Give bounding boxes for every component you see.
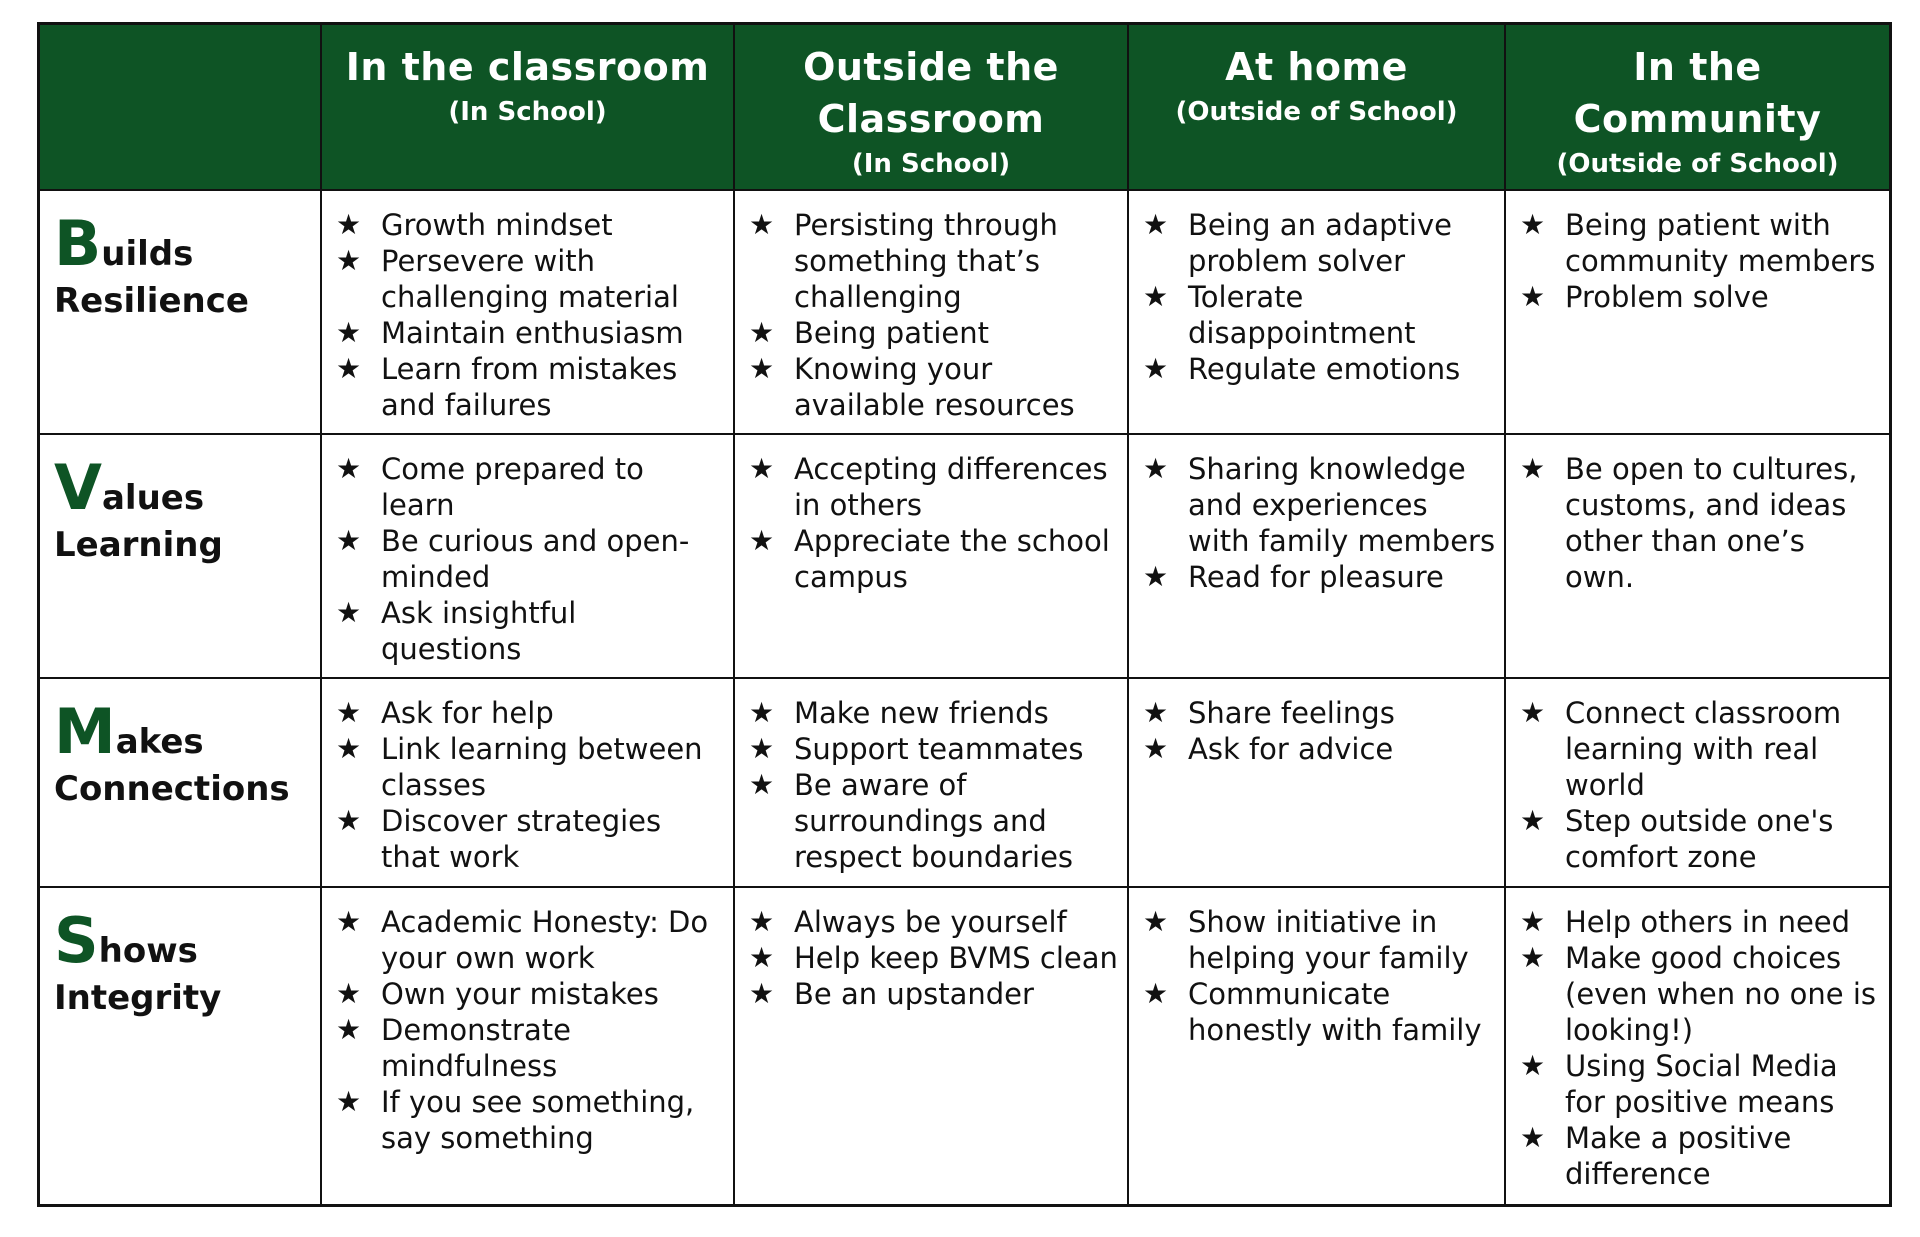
cell-shows-integrity-community [1506, 888, 1889, 1204]
list-item [336, 1012, 725, 1084]
list-item-text: Sharing knowledge and experiences with family members [1188, 452, 1496, 558]
list-item-text: Learn from mistakes and failures [381, 352, 678, 422]
list-item-text: Accepting differences in others [794, 452, 1108, 522]
star-icon: ★ [1143, 696, 1169, 729]
list-item [749, 351, 1119, 423]
list-item [749, 315, 1119, 351]
list-item [1520, 803, 1881, 875]
list-item [1143, 731, 1496, 767]
cell-builds-resilience-community [1506, 191, 1889, 435]
column-title: At home [1225, 45, 1408, 89]
star-icon: ★ [336, 905, 362, 938]
row-header-rest: uilds [101, 234, 194, 274]
star-icon: ★ [1520, 280, 1546, 313]
row-header-values-learning [40, 435, 322, 679]
list-item-text: Problem solve [1565, 280, 1769, 314]
star-icon: ★ [749, 941, 775, 974]
list-item [336, 976, 725, 1012]
list-item-text: Make a positive difference [1565, 1121, 1792, 1191]
row-header-rest: akes [115, 722, 204, 762]
star-icon: ★ [336, 452, 362, 485]
list-item-text: Appreciate the school campus [794, 524, 1110, 594]
column-header-at-home [1129, 25, 1506, 191]
list-item [1520, 695, 1881, 803]
row-header-line1 [54, 207, 320, 280]
star-icon: ★ [1143, 905, 1169, 938]
star-icon: ★ [336, 596, 362, 629]
column-title: Outside the Classroom [803, 45, 1059, 141]
cell-makes-connections-outside-classroom [735, 679, 1129, 888]
list-item-text: Be aware of surroundings and respect boundaries [794, 768, 1074, 874]
list-item [1520, 1120, 1881, 1192]
column-title: In the Community [1573, 45, 1822, 141]
list-item [336, 731, 725, 803]
row-header-line1 [54, 904, 320, 977]
cell-makes-connections-classroom [322, 679, 735, 888]
list-item-text: Show initiative in helping your family [1188, 905, 1469, 975]
list-item [749, 976, 1119, 1012]
list-item-text: Support teammates [794, 732, 1084, 766]
star-icon: ★ [1520, 1049, 1546, 1082]
list-item-text: Ask for help [381, 696, 554, 730]
list-item-text: Maintain enthusiasm [381, 316, 684, 350]
list-item-text: Being patient [794, 316, 989, 350]
row-header-rest: alues [101, 478, 205, 518]
cell-builds-resilience-outside-classroom [735, 191, 1129, 435]
row-header-initial: M [54, 695, 116, 768]
list-item [336, 904, 725, 976]
star-icon: ★ [1520, 452, 1546, 485]
list-item [749, 451, 1119, 523]
column-subtitle: (In School) [851, 149, 1011, 179]
corner-cell [40, 25, 322, 191]
list-item [1520, 1048, 1881, 1120]
list-item [1143, 904, 1496, 976]
list-item [1520, 279, 1881, 315]
star-icon: ★ [1143, 208, 1169, 241]
star-icon: ★ [1143, 560, 1169, 593]
cell-makes-connections-at-home [1129, 679, 1506, 888]
column-subtitle: (Outside of School) [1175, 97, 1458, 127]
star-icon: ★ [1143, 452, 1169, 485]
list-item-text: Discover strategies that work [381, 804, 662, 874]
row-header-second-line: Connections [54, 769, 290, 809]
list-item-text: Tolerate disappointment [1188, 280, 1416, 350]
row-header-rest: hows [98, 931, 198, 971]
list-item [1143, 695, 1496, 731]
star-icon: ★ [749, 977, 775, 1010]
row-header-second-line: Integrity [54, 978, 222, 1018]
list-item [749, 731, 1119, 767]
cell-shows-integrity-outside-classroom [735, 888, 1129, 1204]
list-item-text: Growth mindset [381, 208, 613, 242]
list-item-text: Share feelings [1188, 696, 1395, 730]
star-icon: ★ [749, 352, 775, 385]
star-icon: ★ [749, 696, 775, 729]
cell-makes-connections-community [1506, 679, 1889, 888]
list-item [749, 207, 1119, 315]
matrix-grid [40, 25, 1889, 1204]
row-header-line1 [54, 695, 320, 768]
row-header-second-line: Resilience [54, 281, 249, 321]
cell-builds-resilience-at-home [1129, 191, 1506, 435]
cell-values-learning-classroom [322, 435, 735, 679]
list-item-text: Be open to cultures, customs, and ideas other than one’s own. [1565, 452, 1858, 594]
list-item [1143, 279, 1496, 351]
star-icon: ★ [749, 208, 775, 241]
star-icon: ★ [749, 732, 775, 765]
star-icon: ★ [336, 1085, 362, 1118]
star-icon: ★ [336, 208, 362, 241]
star-icon: ★ [749, 905, 775, 938]
list-item-text: Being an adaptive problem solver [1188, 208, 1452, 278]
list-item-text: Help others in need [1565, 905, 1851, 939]
star-icon: ★ [749, 768, 775, 801]
star-icon: ★ [1143, 732, 1169, 765]
list-item [336, 451, 725, 523]
star-icon: ★ [1520, 804, 1546, 837]
star-icon: ★ [336, 1013, 362, 1046]
row-header-shows-integrity [40, 888, 322, 1204]
list-item-text: Read for pleasure [1188, 560, 1444, 594]
list-item-text: Ask insightful questions [381, 596, 577, 666]
list-item [336, 351, 725, 423]
list-item-text: If you see something, say something [381, 1085, 695, 1155]
star-icon: ★ [336, 524, 362, 557]
star-icon: ★ [1520, 905, 1546, 938]
star-icon: ★ [336, 696, 362, 729]
list-item-text: Come prepared to learn [381, 452, 644, 522]
list-item [749, 904, 1119, 940]
list-item-text: Always be yourself [794, 905, 1067, 939]
cell-builds-resilience-classroom [322, 191, 735, 435]
list-item [1143, 351, 1496, 387]
cell-shows-integrity-classroom [322, 888, 735, 1204]
list-item [336, 207, 725, 243]
star-icon: ★ [336, 316, 362, 349]
list-item-text: Regulate emotions [1188, 352, 1461, 386]
list-item [1143, 207, 1496, 279]
star-icon: ★ [1143, 977, 1169, 1010]
star-icon: ★ [336, 804, 362, 837]
list-item [336, 1084, 725, 1156]
list-item-text: Help keep BVMS clean [794, 941, 1118, 975]
star-icon: ★ [1143, 352, 1169, 385]
list-item-text: Connect classroom learning with real world [1565, 696, 1842, 802]
column-header-classroom [322, 25, 735, 191]
star-icon: ★ [1520, 941, 1546, 974]
cell-values-learning-community [1506, 435, 1889, 679]
row-header-line1 [54, 451, 320, 524]
list-item [749, 767, 1119, 875]
list-item-text: Being patient with community members [1565, 208, 1876, 278]
list-item [1520, 940, 1881, 1048]
star-icon: ★ [1143, 280, 1169, 313]
list-item [749, 695, 1119, 731]
list-item [336, 243, 725, 315]
row-header-initial: B [54, 207, 102, 280]
row-header-initial: S [54, 904, 99, 977]
list-item [336, 315, 725, 351]
list-item-text: Ask for advice [1188, 732, 1394, 766]
column-header-community [1506, 25, 1889, 191]
star-icon: ★ [336, 732, 362, 765]
list-item [1143, 559, 1496, 595]
list-item [1143, 451, 1496, 559]
list-item-text: Link learning between classes [381, 732, 703, 802]
row-header-makes-connections [40, 679, 322, 888]
list-item [336, 803, 725, 875]
cell-shows-integrity-at-home [1129, 888, 1506, 1204]
star-icon: ★ [1520, 1121, 1546, 1154]
list-item-text: Own your mistakes [381, 977, 659, 1011]
list-item [1520, 904, 1881, 940]
row-header-builds-resilience [40, 191, 322, 435]
row-header-second-line: Learning [54, 525, 223, 565]
column-subtitle: (Outside of School) [1556, 149, 1839, 179]
list-item-text: Step outside one's comfort zone [1565, 804, 1834, 874]
list-item-text: Persevere with challenging material [381, 244, 679, 314]
values-matrix-table [37, 22, 1892, 1207]
star-icon: ★ [749, 452, 775, 485]
list-item-text: Academic Honesty: Do your own work [381, 905, 709, 975]
star-icon: ★ [749, 524, 775, 557]
star-icon: ★ [336, 244, 362, 277]
list-item-text: Communicate honestly with family [1188, 977, 1482, 1047]
column-header-outside-classroom [735, 25, 1129, 191]
list-item [749, 940, 1119, 976]
list-item [1520, 451, 1881, 595]
star-icon: ★ [749, 316, 775, 349]
star-icon: ★ [1520, 696, 1546, 729]
list-item-text: Make new friends [794, 696, 1049, 730]
cell-values-learning-outside-classroom [735, 435, 1129, 679]
star-icon: ★ [1520, 208, 1546, 241]
list-item-text: Be curious and open-minded [381, 524, 690, 594]
list-item [336, 695, 725, 731]
list-item-text: Knowing your available resources [794, 352, 1075, 422]
list-item [1520, 207, 1881, 279]
list-item [749, 523, 1119, 595]
list-item [336, 523, 725, 595]
row-header-initial: V [54, 451, 102, 524]
list-item-text: Make good choices (even when no one is looking!) [1565, 941, 1876, 1047]
column-title: In the classroom [345, 45, 710, 89]
cell-values-learning-at-home [1129, 435, 1506, 679]
list-item [336, 595, 725, 667]
list-item-text: Be an upstander [794, 977, 1034, 1011]
column-subtitle: (In School) [448, 97, 607, 127]
star-icon: ★ [336, 977, 362, 1010]
list-item-text: Persisting through something that’s challenging [794, 208, 1058, 314]
list-item [1143, 976, 1496, 1048]
star-icon: ★ [336, 352, 362, 385]
list-item-text: Demonstrate mindfulness [381, 1013, 571, 1083]
list-item-text: Using Social Media for positive means [1565, 1049, 1838, 1119]
